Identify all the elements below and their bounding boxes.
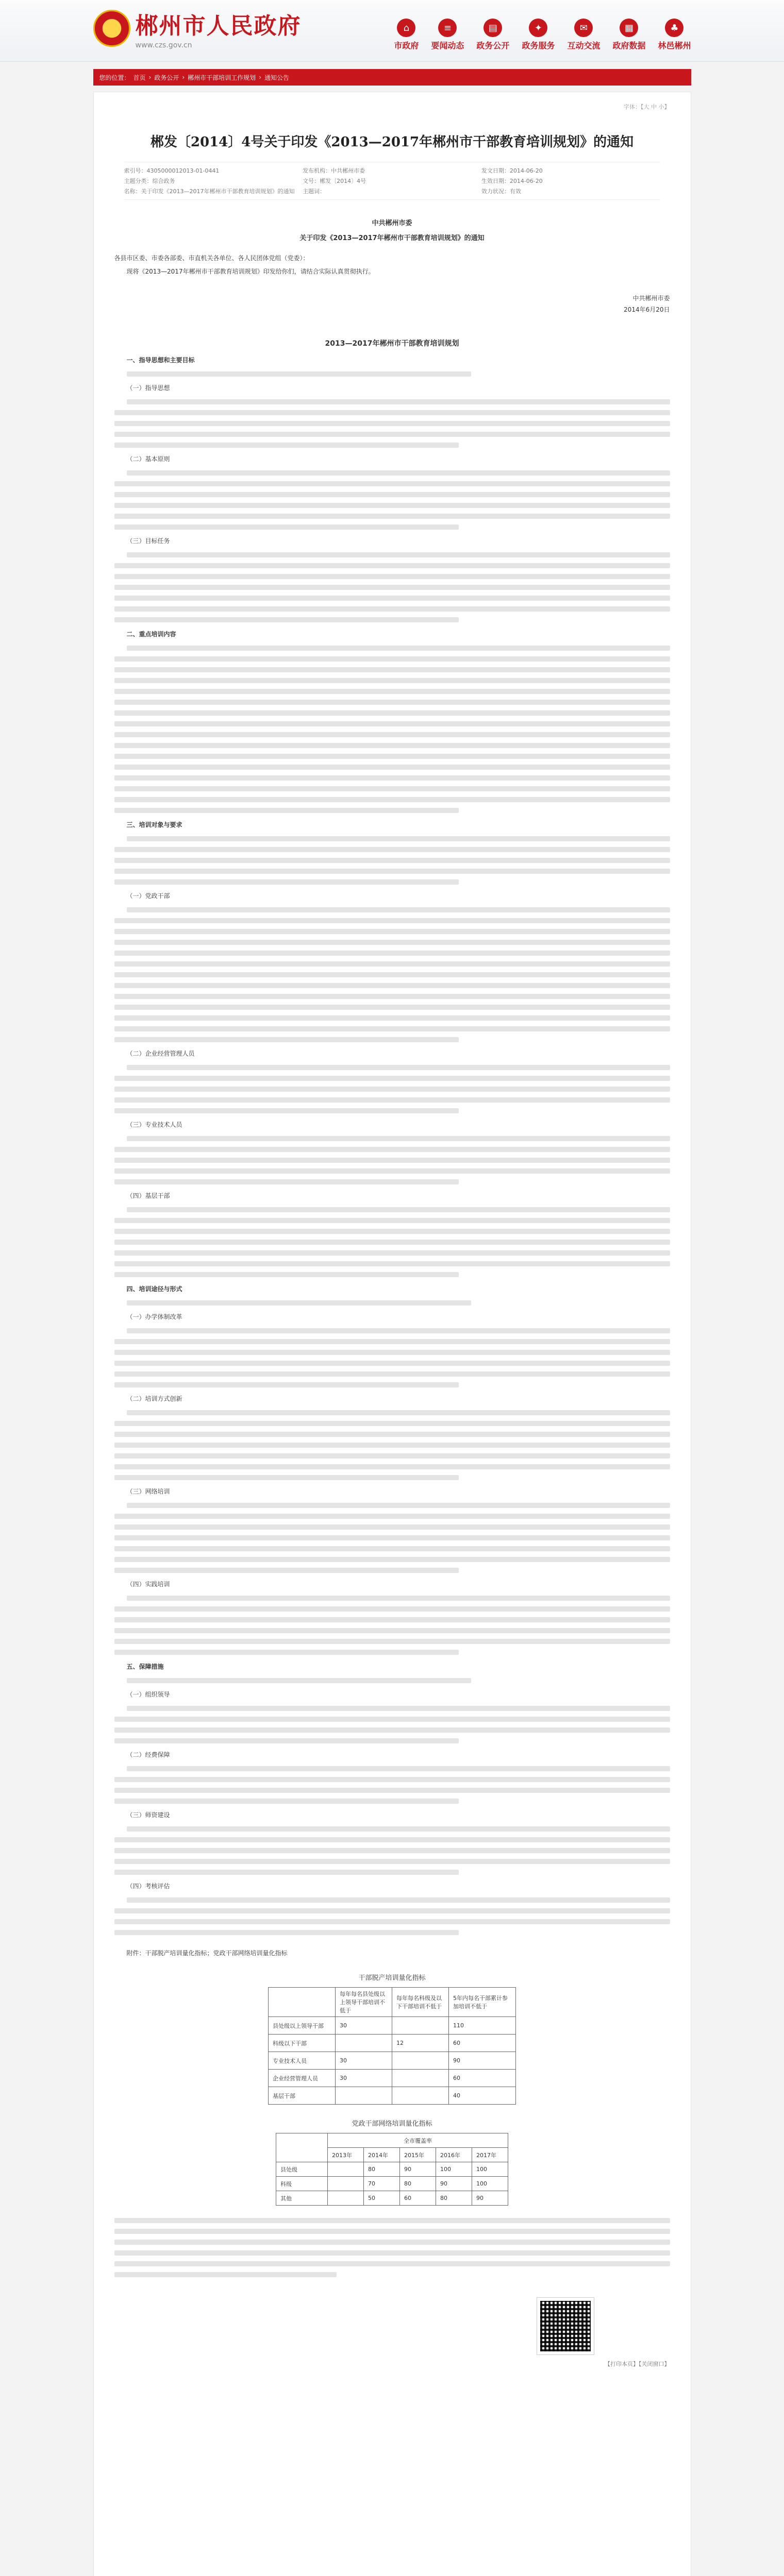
training-quota-table — [268, 1987, 516, 2105]
signature-date: 2014年6月20日 — [624, 306, 670, 313]
section-heading: （一）办学体制改革 — [126, 1313, 182, 1320]
table-row: 县处级 80 90 100 100 — [276, 2162, 508, 2177]
issuer-heading: 中共郴州市委 — [372, 219, 412, 227]
online-training-table — [276, 2133, 508, 2206]
paragraph-text — [114, 552, 670, 622]
section-heading: （一）党政干部 — [126, 892, 170, 900]
paragraph-text — [114, 646, 670, 813]
section-heading: （一）组织领导 — [126, 1691, 170, 1698]
paragraph-text — [114, 1065, 670, 1113]
intro-recipients: 各县市区委、市委各部委、市直机关各单位、各人民团体党组（党委）： — [114, 255, 309, 262]
section-heading: 一、指导思想和主要目标 — [126, 357, 195, 364]
meta-status: 效力状况：有效 — [481, 188, 521, 195]
section-heading: （三）专业技术人员 — [126, 1121, 182, 1128]
paragraph-text — [114, 1766, 670, 1804]
site-header — [0, 0, 784, 62]
section-heading: 四、培训途径与形式 — [126, 1285, 182, 1293]
meta-date: 发文日期：2014-06-20 — [481, 167, 543, 174]
paragraph-text — [114, 371, 670, 377]
meta-category: 主题分类：综合政务 — [124, 178, 175, 184]
meta-publisher: 发布机构：中共郴州市委 — [303, 167, 365, 174]
table-row: 企业经营管理人员 30 60 — [269, 2070, 516, 2087]
section-heading: （四）基层干部 — [126, 1192, 170, 1199]
page-tools[interactable]: 【打印本页】【关闭窗口】 — [605, 2361, 670, 2367]
nav-item-open-affairs[interactable]: ▤ 政务公开 — [476, 19, 509, 51]
notice-subtitle: 关于印发《2013—2017年郴州市干部教育培训规划》的通知 — [299, 234, 485, 242]
section-heading: （三）网络培训 — [126, 1488, 170, 1495]
paragraph-text — [114, 1207, 670, 1277]
table-header-row: 2013年 2014年 2015年 2016年 2017年 — [276, 2148, 508, 2162]
national-emblem-icon — [93, 10, 130, 47]
breadcrumb-prefix: 您的位置： — [99, 74, 130, 81]
intro-body: 现将《2013—2017年郴州市干部教育培训规划》印发给你们，请结合实际认真贯彻执行。 — [126, 268, 375, 275]
nav-item-news[interactable]: ≡ 要闻动态 — [431, 19, 464, 51]
paragraph-text — [114, 836, 670, 885]
notes-body — [114, 2218, 670, 2277]
article-container — [93, 92, 691, 2576]
nav-item-interaction[interactable]: ✉ 互动交流 — [567, 19, 600, 51]
plan-body — [114, 354, 670, 1935]
paragraph-text — [114, 1503, 670, 1573]
paragraph-text — [114, 1706, 670, 1743]
article-title: 郴发〔2014〕4号关于印发《2013—2017年郴州市干部教育培训规划》的通知 — [150, 134, 634, 150]
main-nav — [381, 19, 691, 51]
section-heading: （二）经费保障 — [126, 1751, 170, 1758]
paragraph-text — [114, 2218, 670, 2277]
table-header-row: 每年每名县处级以上领导干部培训不低于 每年每名科级及以下干部培训不低于 5年内每名干部累计参加培训不低于 — [269, 1988, 516, 2017]
meta-keywords: 主题词： — [303, 188, 326, 195]
paragraph-text — [114, 399, 670, 448]
breadcrumb-open-affairs[interactable]: 政务公开 — [154, 74, 179, 81]
table2-title: 党政干部网络培训量化指标 — [352, 2120, 432, 2128]
paragraph-text — [114, 1410, 670, 1480]
section-heading: 三、培训对象与要求 — [126, 821, 182, 828]
nav-item-services[interactable]: ✦ 政务服务 — [522, 19, 555, 51]
table1-title: 干部脱产培训量化指标 — [358, 1974, 426, 1982]
section-heading: 五、保障措施 — [126, 1663, 164, 1670]
plan-title: 2013—2017年郴州市干部教育培训规划 — [325, 340, 459, 348]
section-heading: （四）考核评估 — [126, 1883, 170, 1890]
breadcrumb: 您的位置： 首页 › 政务公开 › 郴州市干部培训工作规划 › 通知公告 — [93, 69, 691, 86]
document-meta — [124, 162, 660, 200]
signature — [114, 293, 670, 315]
paragraph-text — [114, 470, 670, 530]
nav-item-data[interactable]: ▦ 政府数据 — [612, 19, 645, 51]
meta-effective-date: 生效日期：2014-06-20 — [481, 178, 543, 184]
table-row: 科级以下干部 12 60 — [269, 2035, 516, 2052]
nav-item-government[interactable]: ⌂ 市政府 — [394, 19, 419, 51]
qr-code-icon — [537, 2298, 594, 2354]
signature-org: 中共郴州市委 — [632, 295, 670, 302]
news-icon: ≡ — [438, 19, 457, 37]
paragraph-text — [114, 1300, 670, 1306]
table-row: 专业技术人员 30 90 — [269, 2052, 516, 2070]
table-row: 基层干部 40 — [269, 2087, 516, 2105]
table-row: 科级 70 80 90 100 — [276, 2177, 508, 2191]
service-icon: ✦ — [529, 19, 547, 37]
section-heading: （二）培训方式创新 — [126, 1395, 182, 1402]
paragraph-text — [114, 1826, 670, 1875]
attachment-note: 附件：干部脱产培训量化指标；党政干部网络培训量化指标 — [126, 1950, 288, 1957]
table-row: 其他 50 60 80 90 — [276, 2191, 508, 2206]
breadcrumb-home[interactable]: 首页 — [133, 74, 146, 81]
site-url: www.czs.gov.cn — [135, 41, 192, 49]
section-heading: （三）师资建设 — [126, 1811, 170, 1819]
paragraph-text — [114, 907, 670, 1042]
table-header-row: 全市覆盖率 — [276, 2133, 508, 2148]
building-icon: ⌂ — [397, 19, 415, 37]
section-heading: （二）企业经营管理人员 — [126, 1050, 195, 1057]
paragraph-text — [114, 1897, 670, 1935]
paragraph-text — [114, 1596, 670, 1655]
paragraph-text — [114, 1328, 670, 1387]
nav-item-linyi[interactable]: ♣ 林邑郴州 — [658, 19, 691, 51]
table-row: 县处级以上领导干部 30 110 — [269, 2017, 516, 2035]
section-heading: （二）基本原则 — [126, 455, 170, 463]
meta-doc-number: 文号：郴发〔2014〕4号 — [303, 178, 366, 184]
paragraph-text — [114, 1678, 670, 1683]
section-heading: （三）目标任务 — [126, 537, 170, 545]
data-icon: ▦ — [620, 19, 638, 37]
section-heading: 二、重点培训内容 — [126, 631, 176, 638]
tree-icon: ♣ — [665, 19, 683, 37]
breadcrumb-notice[interactable]: 通知公告 — [264, 74, 290, 81]
document-icon: ▤ — [483, 19, 502, 37]
meta-index: 索引号：4305000012013-01-0441 — [124, 167, 220, 174]
font-size-control[interactable]: 字体：【大 中 小】 — [624, 104, 670, 110]
chat-icon: ✉ — [574, 19, 593, 37]
site-logo[interactable] — [93, 7, 302, 49]
breadcrumb-planning[interactable]: 郴州市干部培训工作规划 — [188, 74, 256, 81]
section-heading: （一）指导思想 — [126, 384, 170, 392]
site-name: 郴州市人民政府 — [135, 13, 302, 39]
section-heading: （四）实践培训 — [126, 1581, 170, 1588]
meta-name: 名称：关于印发《2013—2017年郴州市干部教育培训规划》的通知 — [124, 188, 295, 195]
paragraph-text — [114, 1136, 670, 1184]
